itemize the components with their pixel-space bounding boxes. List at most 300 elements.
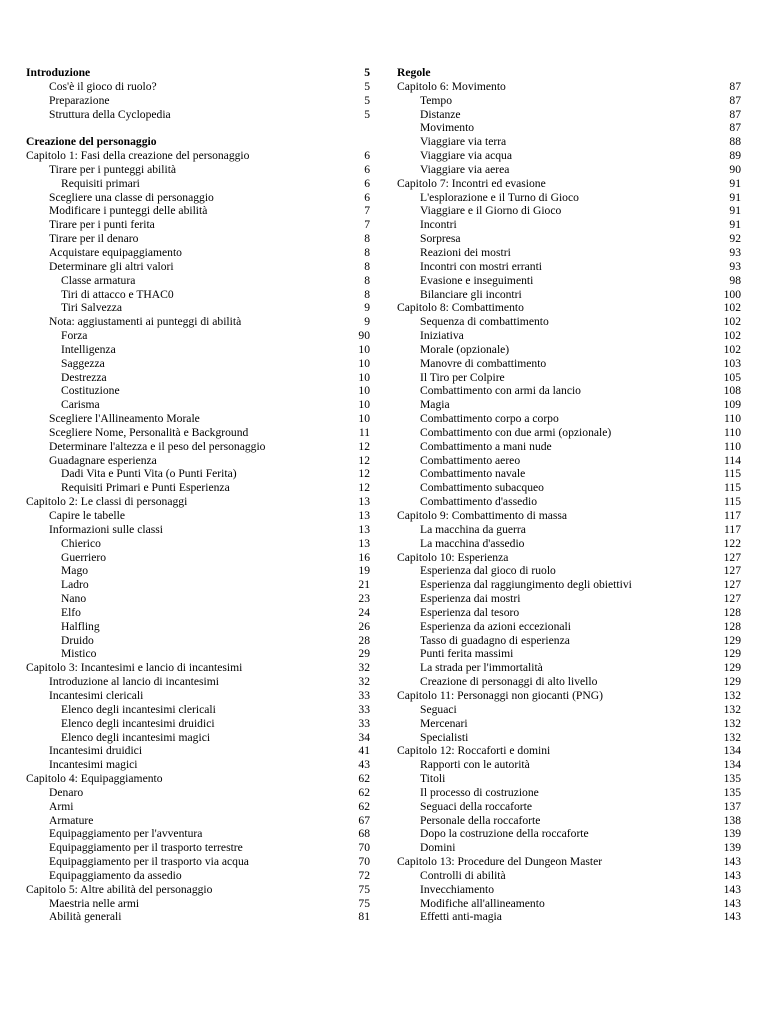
toc-page-number: 6 <box>364 190 370 204</box>
toc-page-number: 6 <box>364 149 370 163</box>
toc-entry[interactable] <box>26 329 370 343</box>
toc-entry[interactable] <box>26 869 370 883</box>
toc-entry-title: Capitolo 12: Roccaforti e domini <box>397 744 551 758</box>
toc-entry-title: Armi <box>49 799 74 813</box>
toc-entry[interactable] <box>397 661 741 675</box>
toc-entry[interactable] <box>397 398 741 412</box>
toc-entry-title: Tirare per i punti ferita <box>49 218 155 232</box>
toc-entry-title: Requisiti Primari e Punti Esperienza <box>61 481 230 495</box>
toc-entry-title: Il Tiro per Colpire <box>420 370 505 384</box>
toc-entry[interactable] <box>397 758 741 772</box>
toc-chapter-entry[interactable] <box>26 661 370 675</box>
toc-page-number: 128 <box>723 605 741 619</box>
toc-page-number: 10 <box>358 356 370 370</box>
toc-page-number: 6 <box>364 162 370 176</box>
toc-entry-title: Tasso di guadagno di esperienza <box>420 633 570 647</box>
toc-entry-title: Mago <box>61 564 89 578</box>
toc-entry[interactable] <box>397 135 741 149</box>
toc-entry[interactable] <box>397 440 741 454</box>
toc-entry-title: Introduzione <box>26 66 91 79</box>
toc-entry[interactable] <box>397 592 741 606</box>
toc-entry-title: Determinare gli altri valori <box>49 259 174 273</box>
toc-entry-title: La macchina da guerra <box>420 522 526 536</box>
toc-entry-title: Modificare i punteggi delle abilità <box>49 204 208 218</box>
toc-entry[interactable] <box>26 827 370 841</box>
toc-chapter-entry[interactable] <box>397 689 741 703</box>
toc-page-number: 81 <box>358 910 370 924</box>
toc-entry[interactable] <box>397 260 741 274</box>
toc-entry-title: Intelligenza <box>61 342 116 356</box>
toc-page-number: 135 <box>723 772 741 786</box>
toc-page-number: 9 <box>364 301 370 315</box>
toc-entry[interactable] <box>26 454 370 468</box>
toc-chapter-entry[interactable] <box>397 551 741 565</box>
toc-entry[interactable] <box>397 204 741 218</box>
toc-page-number: 129 <box>723 661 741 675</box>
toc-entry[interactable] <box>26 523 370 537</box>
toc-page-number: 13 <box>358 495 370 509</box>
toc-page-number: 143 <box>723 896 741 910</box>
toc-entry[interactable] <box>397 841 741 855</box>
toc-page-number: 90 <box>729 162 741 176</box>
toc-page-number: 70 <box>358 841 370 855</box>
toc-page-number: 75 <box>358 882 370 896</box>
toc-entry[interactable] <box>397 274 741 288</box>
toc-entry-title: Capitolo 4: Equipaggiamento <box>26 772 163 786</box>
toc-entry-title: Punti ferita massimi <box>420 647 514 661</box>
toc-entry-title: Invecchiamento <box>420 882 495 896</box>
toc-page-number: 10 <box>358 384 370 398</box>
toc-entry-title: Struttura della Cyclopedia <box>49 107 171 121</box>
toc-entry-title: Viaggiare via terra <box>420 135 507 149</box>
toc-entry[interactable] <box>397 675 741 689</box>
toc-entry-title: Halfling <box>61 619 100 633</box>
toc-entry-title: Capitolo 6: Movimento <box>397 79 506 93</box>
toc-entry[interactable] <box>26 371 370 385</box>
toc-entry-title: Esperienza dal gioco di ruolo <box>420 564 556 578</box>
toc-section-heading[interactable] <box>397 66 741 80</box>
toc-entry[interactable] <box>26 897 370 911</box>
toc-page-number: 102 <box>723 301 741 315</box>
toc-entry-title: Equipaggiamento per il trasporto via acqua <box>49 855 249 869</box>
toc-entry[interactable] <box>397 412 741 426</box>
toc-entry[interactable] <box>397 149 741 163</box>
toc-entry-title: Mercenari <box>420 716 468 730</box>
toc-page-number: 115 <box>724 495 741 509</box>
toc-page-number: 143 <box>723 910 741 924</box>
toc-page-number: 87 <box>729 93 741 107</box>
toc-entry-title: Guadagnare esperienza <box>49 453 157 467</box>
toc-page-number: 127 <box>723 578 741 592</box>
toc-page-number: 139 <box>723 841 741 855</box>
toc-entry[interactable] <box>397 910 741 924</box>
toc-entry[interactable] <box>26 426 370 440</box>
toc-page-number: 13 <box>358 509 370 522</box>
toc-page-number: 103 <box>723 356 741 370</box>
toc-entry[interactable] <box>397 121 741 135</box>
toc-entry[interactable] <box>26 108 370 122</box>
toc-page-number: 10 <box>358 370 370 384</box>
toc-entry[interactable] <box>397 357 741 371</box>
toc-entry[interactable] <box>397 108 741 122</box>
toc-page-number: 8 <box>364 273 370 287</box>
toc-chapter-entry[interactable] <box>26 883 370 897</box>
toc-entry[interactable] <box>26 246 370 260</box>
toc-entry[interactable] <box>397 232 741 246</box>
toc-chapter-entry[interactable] <box>397 80 741 94</box>
toc-entry-title: Combattimento subacqueo <box>420 481 544 495</box>
toc-page-number: 13 <box>358 522 370 536</box>
toc-entry[interactable] <box>26 564 370 578</box>
toc-entry-title: Combattimento a mani nude <box>420 439 552 453</box>
toc-entry[interactable] <box>397 481 741 495</box>
toc-entry[interactable] <box>397 523 741 537</box>
toc-chapter-entry[interactable] <box>397 855 741 869</box>
toc-entry-title: Chierico <box>61 536 101 550</box>
toc-page-number: 115 <box>724 481 741 495</box>
toc-entry[interactable] <box>26 675 370 689</box>
toc-entry[interactable] <box>26 800 370 814</box>
toc-entry-title: Preparazione <box>49 93 110 107</box>
toc-entry[interactable] <box>26 744 370 758</box>
toc-entry[interactable] <box>397 772 741 786</box>
toc-page-number: 12 <box>358 481 370 495</box>
toc-chapter-entry[interactable] <box>397 301 741 315</box>
toc-entry[interactable] <box>26 384 370 398</box>
toc-chapter-entry[interactable] <box>397 177 741 191</box>
toc-entry[interactable] <box>397 564 741 578</box>
toc-entry-title: Capitolo 2: Le classi di personaggi <box>26 495 188 509</box>
toc-entry-title: Manovre di combattimento <box>420 356 547 370</box>
toc-entry[interactable] <box>397 163 741 177</box>
toc-entry[interactable] <box>26 606 370 620</box>
toc-page-number: 90 <box>358 329 370 343</box>
toc-entry-title: Creazione del personaggio <box>26 135 157 149</box>
toc-entry-title: Capitolo 7: Incontri ed evasione <box>397 176 546 190</box>
toc-entry-title: Incantesimi druidici <box>49 744 143 758</box>
toc-entry[interactable] <box>397 897 741 911</box>
toc-entry[interactable] <box>26 288 370 302</box>
toc-entry-title: Modifiche all'allineamento <box>420 896 545 910</box>
toc-entry[interactable] <box>26 481 370 495</box>
toc-entry-title: Druido <box>61 633 94 647</box>
toc-page-number: 87 <box>729 79 741 93</box>
toc-entry[interactable] <box>397 703 741 717</box>
toc-entry-title: Ladro <box>61 578 89 592</box>
toc-entry[interactable] <box>397 537 741 551</box>
toc-entry[interactable] <box>26 634 370 648</box>
toc-entry-title: Effetti anti-magia <box>420 910 502 924</box>
toc-entry-title: Elenco degli incantesimi druidici <box>61 716 215 730</box>
toc-page-number: 89 <box>729 149 741 163</box>
toc-page-number: 128 <box>723 619 741 633</box>
toc-entry[interactable] <box>26 841 370 855</box>
toc-entry-title: Capitolo 11: Personaggi non giocanti (PNG) <box>397 688 603 702</box>
toc-page-number: 129 <box>723 675 741 689</box>
toc-entry-title: Esperienza dai mostri <box>420 592 521 606</box>
toc-page-number: 135 <box>723 785 741 799</box>
toc-page-number: 93 <box>729 259 741 273</box>
toc-page-number: 5 <box>364 66 370 79</box>
toc-entry[interactable] <box>26 786 370 800</box>
toc-entry-title: Reazioni dei mostri <box>420 245 511 259</box>
toc-entry[interactable] <box>397 634 741 648</box>
toc-entry-title: Acquistare equipaggiamento <box>49 245 182 259</box>
toc-entry[interactable] <box>26 204 370 218</box>
toc-entry-title: Domini <box>420 841 456 855</box>
toc-entry-title: Titoli <box>420 772 446 786</box>
toc-entry-title: Capitolo 8: Combattimento <box>397 301 524 315</box>
toc-entry[interactable] <box>26 551 370 565</box>
toc-entry-title: Equipaggiamento da assedio <box>49 868 182 882</box>
toc-entry[interactable] <box>26 163 370 177</box>
toc-entry[interactable] <box>397 191 741 205</box>
toc-entry-title: Magia <box>420 398 450 412</box>
toc-entry[interactable] <box>26 689 370 703</box>
toc-entry[interactable] <box>397 883 741 897</box>
toc-entry[interactable] <box>397 467 741 481</box>
toc-entry[interactable] <box>26 537 370 551</box>
toc-entry[interactable] <box>397 800 741 814</box>
toc-entry-title: Carisma <box>61 398 100 412</box>
toc-entry[interactable] <box>26 758 370 772</box>
toc-page-number: 24 <box>358 605 370 619</box>
toc-entry[interactable] <box>397 578 741 592</box>
toc-entry-title: Capitolo 1: Fasi della creazione del personaggio <box>26 149 250 163</box>
toc-entry[interactable] <box>26 731 370 745</box>
toc-entry-title: Incontri <box>420 218 457 232</box>
toc-chapter-entry[interactable] <box>26 495 370 509</box>
toc-page-number: 10 <box>358 398 370 412</box>
toc-entry-title: Combattimento con armi da lancio <box>420 384 581 398</box>
toc-page-number: 8 <box>364 232 370 246</box>
toc-page-number: 75 <box>358 896 370 910</box>
toc-entry[interactable] <box>26 80 370 94</box>
toc-section-heading[interactable] <box>26 66 370 80</box>
toc-entry[interactable] <box>26 620 370 634</box>
toc-entry[interactable] <box>26 218 370 232</box>
toc-entry-title: Abilità generali <box>49 910 122 924</box>
toc-entry[interactable] <box>26 357 370 371</box>
toc-entry[interactable] <box>26 412 370 426</box>
toc-page-number: 98 <box>729 273 741 287</box>
toc-entry[interactable] <box>397 371 741 385</box>
toc-entry-title: Tiri Salvezza <box>61 301 123 315</box>
toc-entry-title: Evasione e inseguimenti <box>420 273 534 287</box>
toc-entry[interactable] <box>397 315 741 329</box>
toc-page-number: 8 <box>364 287 370 301</box>
toc-page-number: 129 <box>723 647 741 661</box>
toc-page-number: 62 <box>358 799 370 813</box>
toc-page-number: 108 <box>723 384 741 398</box>
toc-chapter-entry[interactable] <box>397 744 741 758</box>
toc-page-number: 23 <box>358 592 370 606</box>
toc-page-number: 102 <box>723 342 741 356</box>
toc-page-number: 8 <box>364 259 370 273</box>
toc-page-number: 143 <box>723 882 741 896</box>
toc-entry-title: Elenco degli incantesimi clericali <box>61 702 216 716</box>
toc-chapter-entry[interactable] <box>26 149 370 163</box>
toc-page-number: 143 <box>723 868 741 882</box>
toc-page-number: 129 <box>723 633 741 647</box>
toc-page-number: 102 <box>723 315 741 329</box>
toc-entry[interactable] <box>397 329 741 343</box>
toc-spacer <box>26 121 370 135</box>
toc-left-column <box>26 66 370 924</box>
toc-entry-title: Equipaggiamento per il trasporto terrestre <box>49 841 243 855</box>
toc-entry[interactable] <box>26 191 370 205</box>
toc-page-number: 33 <box>358 716 370 730</box>
toc-page-number: 117 <box>724 522 741 536</box>
toc-entry[interactable] <box>26 398 370 412</box>
toc-page-number: 9 <box>364 315 370 329</box>
toc-entry[interactable] <box>397 717 741 731</box>
toc-entry[interactable] <box>397 246 741 260</box>
toc-entry[interactable] <box>26 647 370 661</box>
toc-chapter-entry[interactable] <box>397 509 741 523</box>
toc-entry-title: Tirare per i punteggi abilità <box>49 162 177 176</box>
toc-page-number: 134 <box>723 744 741 758</box>
toc-entry-title: Maestria nelle armi <box>49 896 140 910</box>
toc-entry-title: La macchina d'assedio <box>420 536 525 550</box>
toc-entry[interactable] <box>26 94 370 108</box>
toc-entry-title: Esperienza da azioni eccezionali <box>420 619 571 633</box>
toc-entry-title: Seguaci <box>420 702 457 716</box>
toc-page-number: 62 <box>358 785 370 799</box>
toc-entry-title: Elenco degli incantesimi magici <box>61 730 211 744</box>
toc-entry[interactable] <box>397 343 741 357</box>
toc-entry[interactable] <box>26 509 370 523</box>
toc-page-number: 132 <box>723 716 741 730</box>
toc-entry[interactable] <box>26 855 370 869</box>
toc-page-number: 19 <box>358 564 370 578</box>
toc-entry-title: Rapporti con le autorità <box>420 758 530 772</box>
toc-entry[interactable] <box>397 786 741 800</box>
toc-page-number: 32 <box>358 675 370 689</box>
toc-page-number: 92 <box>729 232 741 246</box>
toc-entry-title: Esperienza dal tesoro <box>420 605 520 619</box>
toc-entry-title: Forza <box>61 329 88 343</box>
toc-entry-title: Nano <box>61 592 87 606</box>
toc-page-number: 138 <box>723 813 741 827</box>
toc-entry[interactable] <box>26 440 370 454</box>
toc-entry[interactable] <box>397 426 741 440</box>
toc-entry-title: Creazione di personaggi di alto livello <box>420 675 598 689</box>
toc-entry-title: Scegliere una classe di personaggio <box>49 190 214 204</box>
toc-entry[interactable] <box>26 260 370 274</box>
toc-entry-title: Esperienza dal raggiungimento degli obiettivi <box>420 578 632 592</box>
toc-entry-title: Regole <box>397 66 431 79</box>
toc-entry[interactable] <box>26 814 370 828</box>
toc-page-number: 29 <box>358 647 370 661</box>
toc-page-number: 110 <box>724 425 741 439</box>
toc-entry-title: Movimento <box>420 121 475 135</box>
toc-entry-title: Scegliere Nome, Personalità e Background <box>49 425 249 439</box>
toc-entry-title: Classe armatura <box>61 273 136 287</box>
toc-page-number: 87 <box>729 121 741 135</box>
toc-entry-title: Capitolo 10: Esperienza <box>397 550 509 564</box>
toc-entry[interactable] <box>397 731 741 745</box>
toc-entry-title: Saggezza <box>61 356 105 370</box>
toc-entry[interactable] <box>26 274 370 288</box>
toc-entry[interactable] <box>397 454 741 468</box>
toc-entry[interactable] <box>397 288 741 302</box>
toc-entry[interactable] <box>26 703 370 717</box>
toc-entry[interactable] <box>26 315 370 329</box>
toc-entry-title: Nota: aggiustamenti ai punteggi di abilità <box>49 315 242 329</box>
toc-page-number: 5 <box>364 93 370 107</box>
toc-entry[interactable] <box>397 384 741 398</box>
toc-page-number: 28 <box>358 633 370 647</box>
toc-page-number: 43 <box>358 758 370 772</box>
toc-entry[interactable] <box>397 827 741 841</box>
toc-entry-title: Combattimento navale <box>420 467 526 481</box>
toc-page-number: 5 <box>364 107 370 121</box>
toc-chapter-entry[interactable] <box>26 772 370 786</box>
toc-entry[interactable] <box>26 592 370 606</box>
toc-entry-title: Tiri di attacco e THAC0 <box>61 287 174 301</box>
toc-entry[interactable] <box>26 910 370 924</box>
toc-page-number: 100 <box>723 287 741 301</box>
toc-page-number: 127 <box>723 550 741 564</box>
toc-page-number: 7 <box>364 218 370 232</box>
toc-page-number: 132 <box>723 702 741 716</box>
toc-page-number: 109 <box>723 398 741 412</box>
toc-entry-title: Elfo <box>61 605 81 619</box>
toc-entry[interactable] <box>397 218 741 232</box>
toc-entry-title: Informazioni sulle classi <box>49 522 163 536</box>
toc-page-number: 5 <box>364 79 370 93</box>
toc-entry-title: Capire le tabelle <box>49 509 125 522</box>
toc-page-number: 6 <box>364 176 370 190</box>
toc-section-heading[interactable] <box>26 135 370 149</box>
toc-entry[interactable] <box>397 495 741 509</box>
toc-page-number: 21 <box>358 578 370 592</box>
toc-entry[interactable] <box>397 869 741 883</box>
toc-entry[interactable] <box>397 814 741 828</box>
toc-entry-title: Il processo di costruzione <box>420 785 539 799</box>
toc-entry[interactable] <box>26 177 370 191</box>
toc-page-number: 10 <box>358 342 370 356</box>
toc-page-number: 12 <box>358 467 370 481</box>
toc-entry[interactable] <box>26 301 370 315</box>
toc-entry-title: Determinare l'altezza e il peso del personaggio <box>49 439 266 453</box>
toc-page-number: 117 <box>724 509 741 522</box>
toc-entry[interactable] <box>26 343 370 357</box>
toc-page-number: 102 <box>723 329 741 343</box>
toc-entry[interactable] <box>26 232 370 246</box>
toc-entry[interactable] <box>397 94 741 108</box>
toc-entry-title: Iniziativa <box>420 329 464 343</box>
toc-entry-title: Controlli di abilità <box>420 868 506 882</box>
toc-entry-title: Combattimento d'assedio <box>420 495 538 509</box>
toc-page-number: 88 <box>729 135 741 149</box>
toc-entry[interactable] <box>397 647 741 661</box>
toc-page-number: 91 <box>729 176 741 190</box>
toc-page-number: 11 <box>358 425 370 439</box>
toc-entry[interactable] <box>26 717 370 731</box>
toc-entry[interactable] <box>26 578 370 592</box>
toc-page-number: 105 <box>723 370 741 384</box>
toc-page-number: 110 <box>724 439 741 453</box>
toc-entry[interactable] <box>26 467 370 481</box>
toc-entry[interactable] <box>397 606 741 620</box>
toc-entry-title: Guerriero <box>61 550 107 564</box>
toc-page-number: 87 <box>729 107 741 121</box>
toc-entry-title: Equipaggiamento per l'avventura <box>49 827 203 841</box>
toc-page-number: 137 <box>723 799 741 813</box>
toc-entry[interactable] <box>397 620 741 634</box>
